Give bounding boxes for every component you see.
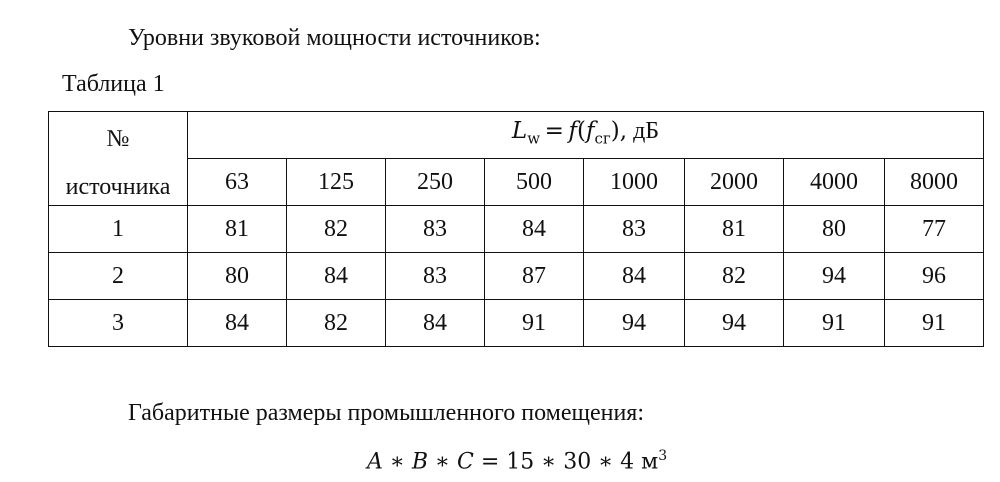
- value-cell: 96: [885, 253, 984, 300]
- frequency-cell: 8000: [885, 159, 984, 206]
- frequency-cell: 63: [188, 159, 287, 206]
- sound-power-table: [48, 111, 984, 347]
- section-heading: Уровни звуковой мощности источников:: [128, 25, 541, 51]
- table-caption: Таблица 1: [62, 71, 165, 97]
- value-cell: 84: [485, 206, 584, 253]
- value-cell: 91: [885, 300, 984, 347]
- value-cell: 82: [287, 206, 386, 253]
- source-number-header: [49, 112, 188, 206]
- dimensions-formula: A ∗ B ∗ C = 15 ∗ 30 ∗ 4 $м^3$: [367, 448, 668, 475]
- value-cell: 84: [287, 253, 386, 300]
- value-cell: 91: [485, 300, 584, 347]
- value-cell: 82: [287, 300, 386, 347]
- value-cell: 81: [685, 206, 784, 253]
- spectrum-header: [188, 112, 984, 159]
- number-sign: №: [106, 125, 130, 152]
- table-row: [49, 300, 984, 347]
- value-cell: 87: [485, 253, 584, 300]
- source-id-cell: 1: [49, 206, 188, 253]
- frequency-cell: 4000: [784, 159, 885, 206]
- value-cell: 84: [584, 253, 685, 300]
- value-cell: 94: [784, 253, 885, 300]
- value-cell: 82: [685, 253, 784, 300]
- frequency-cell: 125: [287, 159, 386, 206]
- value-cell: 81: [188, 206, 287, 253]
- spectrum-unit: дБ: [633, 118, 660, 145]
- table-row: [49, 206, 984, 253]
- source-id-cell: 3: [49, 300, 188, 347]
- spectrum-formula: $L_w = f(f_{сг})$,: [511, 118, 628, 148]
- frequency-cell: 250: [386, 159, 485, 206]
- frequency-row: [49, 159, 984, 206]
- dimensions-text: Габаритные размеры промышленного помещения:: [128, 400, 644, 426]
- frequency-cell: 1000: [584, 159, 685, 206]
- frequency-cell: 2000: [685, 159, 784, 206]
- number-word: источника: [65, 173, 171, 200]
- value-cell: 83: [386, 253, 485, 300]
- value-cell: 94: [584, 300, 685, 347]
- table-header-row: [49, 112, 984, 159]
- value-cell: 91: [784, 300, 885, 347]
- value-cell: 83: [584, 206, 685, 253]
- value-cell: 84: [188, 300, 287, 347]
- value-cell: 80: [784, 206, 885, 253]
- value-cell: 84: [386, 300, 485, 347]
- frequency-cell: 500: [485, 159, 584, 206]
- source-id-cell: 2: [49, 253, 188, 300]
- value-cell: 83: [386, 206, 485, 253]
- value-cell: 77: [885, 206, 984, 253]
- table-row: [49, 253, 984, 300]
- value-cell: 80: [188, 253, 287, 300]
- value-cell: 94: [685, 300, 784, 347]
